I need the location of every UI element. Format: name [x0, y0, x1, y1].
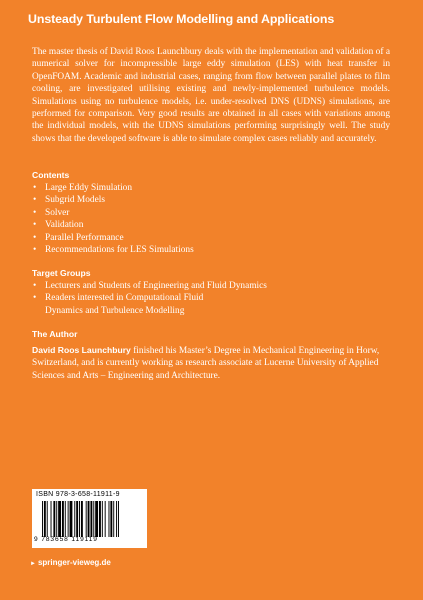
barcode-bar — [118, 501, 119, 537]
barcode-bar — [90, 501, 92, 537]
barcode-bar — [113, 501, 114, 537]
publisher-url[interactable] — [30, 558, 111, 567]
barcode-bar — [81, 501, 83, 537]
barcode-bar — [47, 501, 48, 537]
barcode-bar — [76, 501, 78, 537]
barcode-digits: 9 783658 119119 — [34, 536, 98, 543]
list-item: • Solver — [32, 207, 194, 219]
target-groups-list — [32, 280, 267, 317]
book-title: Unsteady Turbulent Flow Modelling and Applications — [28, 12, 335, 26]
barcode-bar — [99, 501, 101, 537]
barcode-bar — [68, 501, 69, 537]
barcode-bar — [93, 501, 94, 537]
barcode-bar — [58, 501, 61, 537]
list-item: • Recommendations for LES Simulations — [32, 244, 194, 256]
author-bio — [32, 344, 388, 382]
barcode-bar — [86, 501, 87, 537]
list-item: • Parallel Performance — [32, 232, 194, 244]
barcode-bar — [110, 501, 112, 537]
arrow-right-icon: ► — [30, 561, 36, 567]
barcode-bar — [105, 501, 106, 537]
author-heading: The Author — [32, 329, 78, 339]
barcode-bar — [51, 501, 52, 537]
barcode-icon — [42, 501, 142, 537]
barcode-bar — [44, 501, 46, 537]
list-item-line: Dynamics and Turbulence Modelling — [45, 305, 185, 316]
barcode-bar — [62, 501, 64, 537]
barcode-bar — [53, 501, 55, 537]
barcode-bar — [109, 501, 110, 537]
list-item-line: Readers interested in Computational Fluid — [45, 293, 204, 304]
book-description: The master thesis of David Roos Launchbury deals with the implementation and validation of a numerical solver for incompressible large eddy simulation (LES) with heat transfer in OpenFOAM. Academic and industrial cases, ranging from flow between parallel plates to film cooling, are investigated utilising existing and newly-implemented turbulence models. Simulations using no turbulence models, i.e. under-resolved DNS (UDNS) simulations, are performed for comparison. Very good results are obtained in all cases with variations among the individual models, with the UDNS simulations performing surprisingly well. The study shows that the developed software is able to simulate complex cases reliably and accurately. — [32, 47, 390, 144]
barcode-bar — [74, 501, 75, 537]
contents-list — [32, 182, 194, 256]
list-item: • Lecturers and Students of Engineering and Fluid Dynamics — [32, 280, 267, 292]
barcode-bar — [79, 501, 80, 537]
list-item — [32, 292, 267, 317]
barcode-bar — [70, 501, 73, 537]
author-name: David Roos Launchbury — [32, 345, 131, 355]
barcode-bar — [116, 501, 117, 537]
list-item: • Subgrid Models — [32, 194, 194, 206]
barcode-bar — [88, 501, 90, 537]
author-bio-text: finished his Master’s Degree in Mechanical Engineering in Horw, Switzerland, and is currently working as research associate at Lucerne University of Applied Sciences and Arts – Engineering and Architecture. — [32, 346, 380, 381]
list-item: • Large Eddy Simulation — [32, 182, 194, 194]
barcode-bar — [56, 501, 57, 537]
isbn-label: ISBN 978-3-658-11911-9 — [36, 491, 120, 498]
contents-heading: Contents — [32, 170, 70, 180]
barcode-bar — [102, 501, 103, 537]
barcode-bar — [95, 501, 98, 537]
target-groups-heading: Target Groups — [32, 268, 91, 278]
barcode-bar — [65, 501, 66, 537]
publisher-url-text: springer-vieweg.de — [37, 558, 111, 567]
isbn-barcode — [32, 489, 147, 548]
barcode-bar — [42, 501, 43, 537]
list-item: • Validation — [32, 219, 194, 231]
